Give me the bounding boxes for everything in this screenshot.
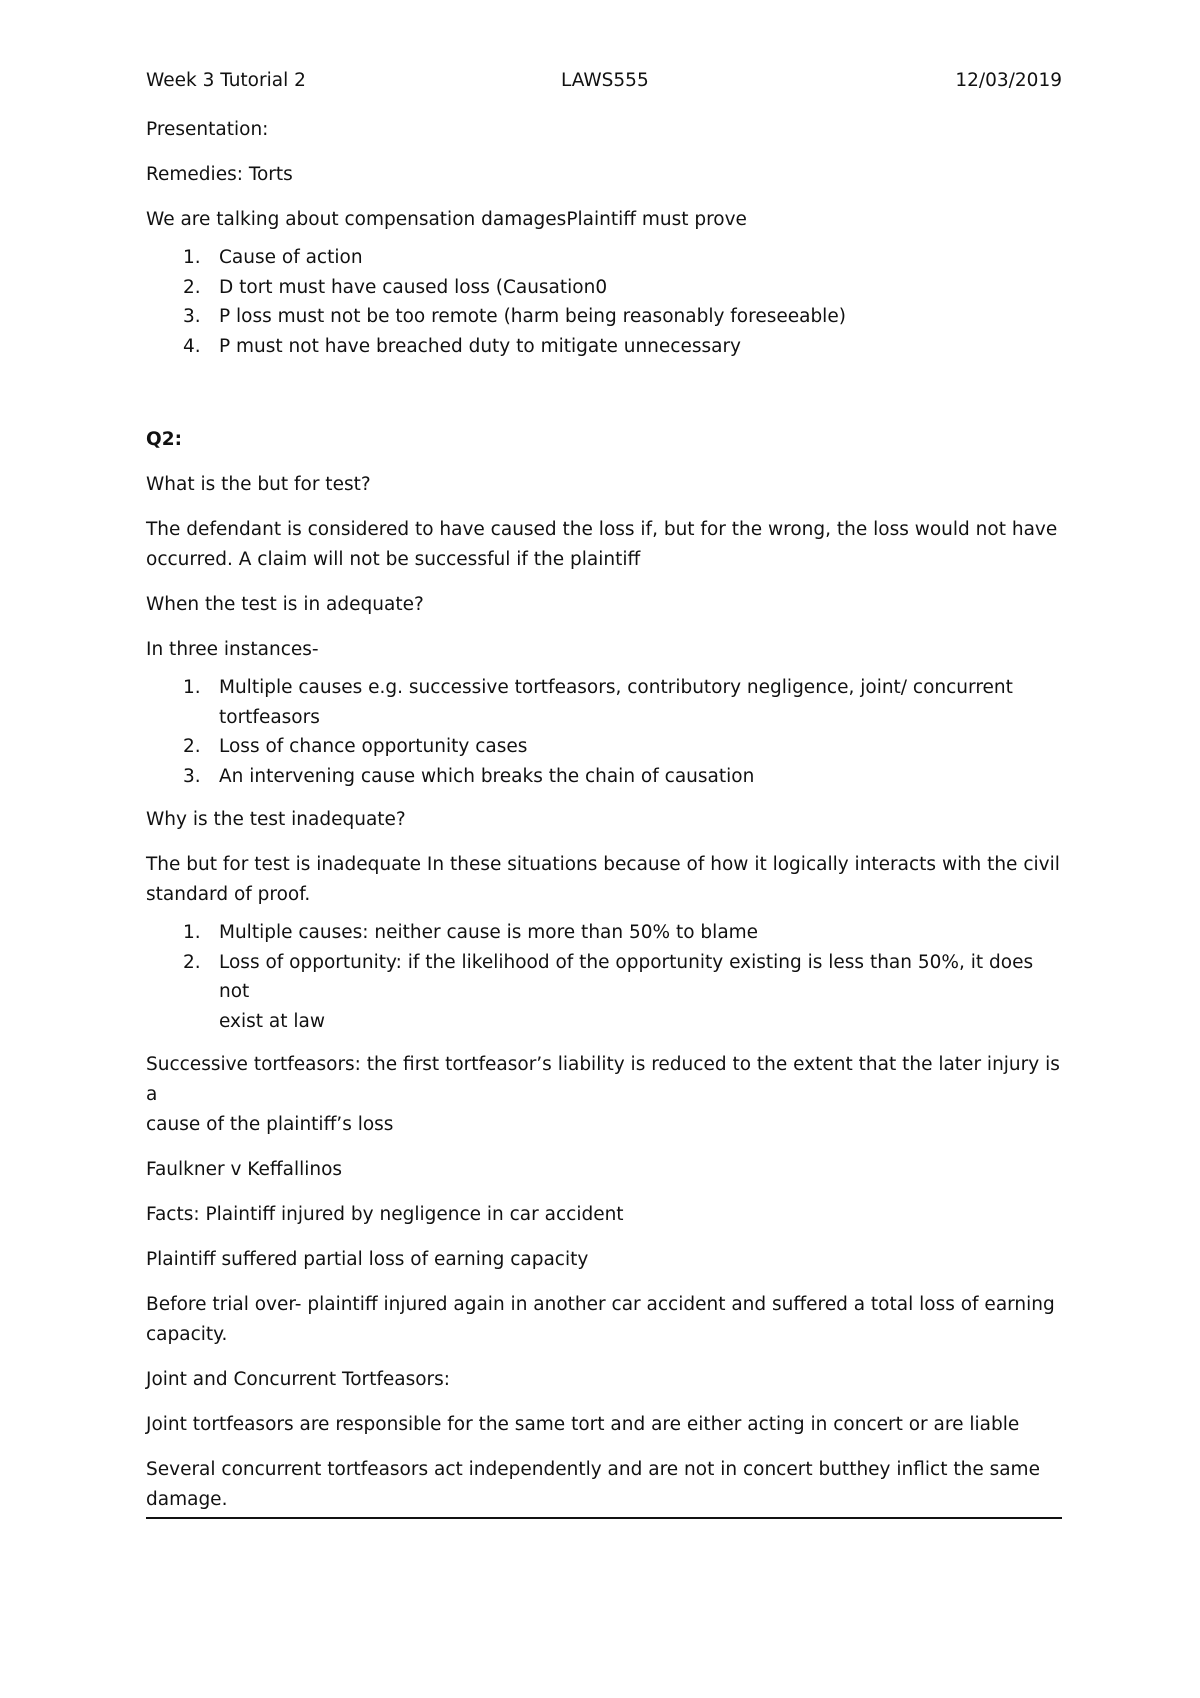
why-question: Why is the test inadequate?: [146, 809, 406, 830]
case-name: Faulkner v Keffallinos: [146, 1159, 343, 1180]
page-header: [146, 70, 1062, 104]
list-item: 3. An intervening cause which breaks the chain of causation: [183, 765, 755, 787]
but-for-question: What is the but for test?: [146, 474, 371, 495]
several-line-1: Several concurrent tortfeasors act independently and are not in concert butthey inflict the same: [146, 1459, 1040, 1480]
why-list: [146, 918, 1062, 1036]
before-trial-line-2: capacity.: [146, 1324, 228, 1345]
remedies-heading: Remedies: Torts: [146, 164, 293, 185]
list-item: 2. Loss of opportunity: if the likelihood of the opportunity existing is less than 50%, it does not exist at law: [183, 951, 1034, 1032]
facts-text: Facts: Plaintiff injured by negligence in car accident: [146, 1204, 624, 1225]
header-course-code: LAWS555: [561, 70, 649, 91]
list-item: 2. Loss of chance opportunity cases: [183, 736, 528, 757]
bottom-rule: [146, 1517, 1062, 1519]
list-item: 1. Multiple causes: neither cause is more than 50% to blame: [183, 922, 759, 943]
instances-list: [146, 673, 1062, 791]
but-for-answer-line-2: occurred. A claim will not be successful if the plaintiff: [146, 549, 641, 570]
joint-heading: Joint and Concurrent Tortfeasors:: [146, 1369, 451, 1390]
three-instances-text: In three instances-: [146, 639, 319, 660]
document-page: [146, 70, 1062, 1519]
prove-list: [146, 243, 1062, 361]
successive-line-1: Successive tortfeasors: the first tortfeasor’s liability is reduced to the extent that the later injury is a: [146, 1054, 1060, 1105]
several-line-2: damage.: [146, 1489, 228, 1510]
q2-heading: Q2:: [146, 429, 182, 450]
successive-line-2: cause of the plaintiff’s loss: [146, 1114, 394, 1135]
list-item: 1. Cause of action: [183, 247, 363, 268]
compensation-text: We are talking about compensation damagesPlaintiff must prove: [146, 209, 747, 230]
list-item: 3. P loss must not be too remote (harm being reasonably foreseeable): [183, 306, 846, 327]
header-date: 12/03/2019: [955, 70, 1062, 91]
why-answer-line-1: The but for test is inadequate In these situations because of how it logically interacts with the civil: [146, 854, 1060, 875]
partial-loss-text: Plaintiff suffered partial loss of earning capacity: [146, 1249, 589, 1270]
inadequate-question: When the test is in adequate?: [146, 594, 424, 615]
before-trial-line-1: Before trial over- plaintiff injured again in another car accident and suffered a total loss of earning: [146, 1294, 1055, 1315]
joint-definition: Joint tortfeasors are responsible for the same tort and are either acting in concert or are liable: [146, 1414, 1020, 1435]
list-item: 2. D tort must have caused loss (Causation0: [183, 276, 608, 298]
header-left: Week 3 Tutorial 2: [146, 70, 306, 91]
presentation-heading: Presentation:: [146, 119, 269, 140]
list-item: 4. P must not have breached duty to mitigate unnecessary: [183, 335, 742, 357]
but-for-answer-line-1: The defendant is considered to have caused the loss if, but for the wrong, the loss would not have: [146, 519, 1058, 540]
why-answer-line-2: standard of proof.: [146, 884, 311, 905]
list-item: 1. Multiple causes e.g. successive tortfeasors, contributory negligence, joint/ concurrent tortfeasors: [183, 677, 1013, 728]
